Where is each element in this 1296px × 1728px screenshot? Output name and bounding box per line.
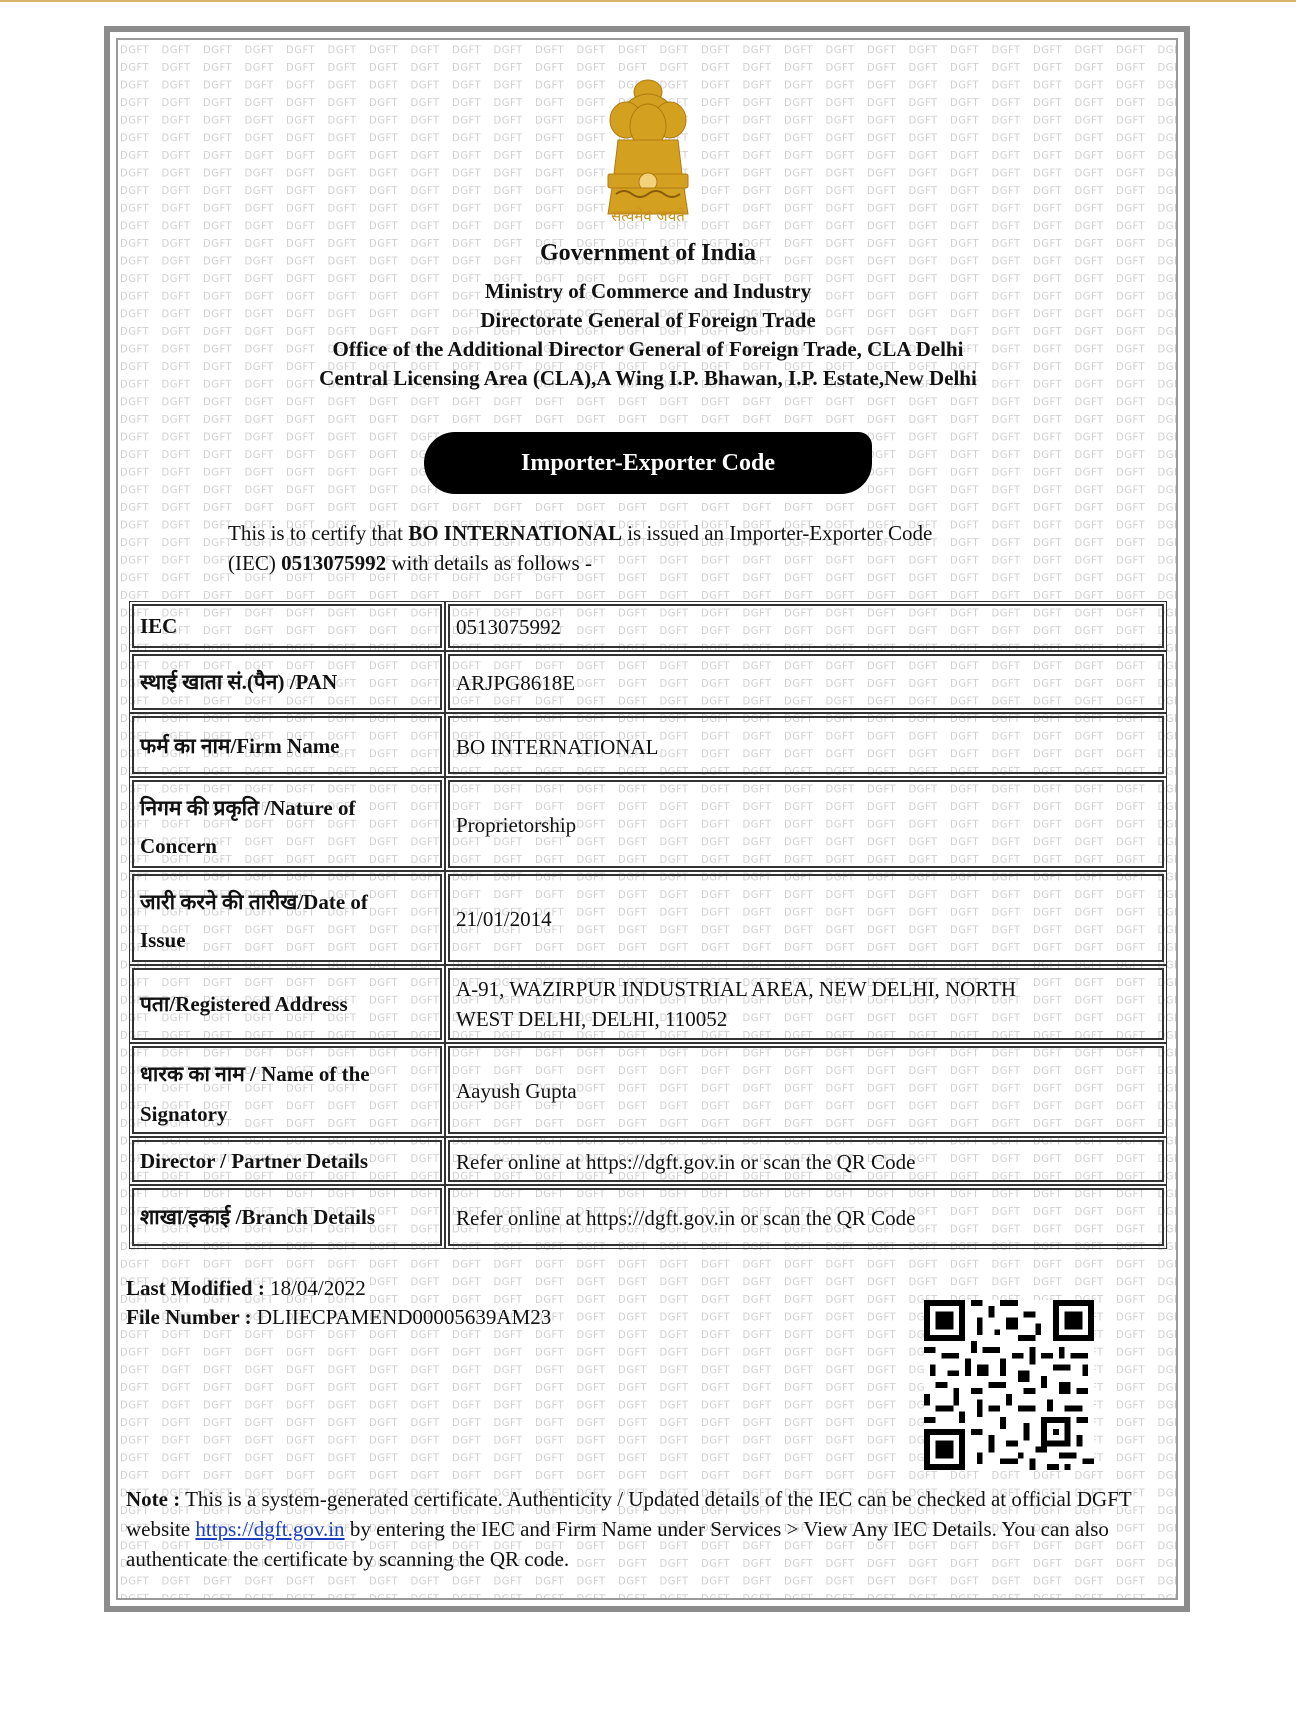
detail-value: Refer online at https://dgft.gov.in or scan the QR Code [456, 1206, 916, 1230]
detail-label: फर्म का नाम/Firm Name [140, 734, 340, 758]
detail-label-cont: Issue [140, 928, 186, 952]
detail-label: IEC [140, 614, 178, 638]
detail-label: शाखा/इकाई /Branch Details [140, 1205, 376, 1229]
detail-label: धारक का नाम / Name of the [140, 1062, 370, 1086]
header-office: Office of the Additional Director General of Foreign Trade, CLA Delhi [332, 337, 964, 361]
qr-code-icon[interactable] [924, 1300, 1094, 1470]
header-government: Government of India [540, 240, 756, 266]
detail-row-date-of-issue [128, 874, 1168, 962]
header-directorate: Directorate General of Foreign Trade [480, 308, 816, 332]
detail-label-cont: Concern [140, 834, 217, 858]
file-number: File Number : DLIIECPAMEND00005639AM23 [126, 1305, 552, 1329]
document-title: Importer-Exporter Code [521, 449, 775, 476]
certification-statement: This is to certify that BO INTERNATIONAL is issued an Importer-Exporter Code (IEC) 0513075992 with details as follows - [228, 521, 933, 575]
dgft-website-link[interactable]: https://dgft.gov.in [195, 1517, 345, 1541]
detail-row-pan [128, 654, 1168, 710]
certificate-note: Note : This is a system-generated certificate. Authenticity / Updated details of the IEC can be checked at official DGFT website https://dgft.gov.in by entering the IEC and Firm Name under Services > View Any IEC Details. You can also authenticate the certificate by scanning the QR code. [126, 1487, 1132, 1571]
detail-value: ARJPG8618E [456, 671, 576, 695]
last-modified: Last Modified : 18/04/2022 [126, 1276, 366, 1300]
detail-value: A-91, WAZIRPUR INDUSTRIAL AREA, NEW DELHI, NORTH [456, 977, 1017, 1001]
detail-value: Aayush Gupta [456, 1079, 577, 1103]
detail-value: 0513075992 [456, 615, 561, 639]
detail-value-cont: WEST DELHI, DELHI, 110052 [456, 1007, 728, 1031]
detail-row-signatory [128, 1046, 1168, 1134]
certified-iec-number: 0513075992 [281, 551, 387, 575]
detail-row-registered-address [128, 968, 1168, 1040]
detail-row-director-partner [128, 1140, 1168, 1182]
detail-row-nature-of-concern [128, 780, 1168, 868]
detail-row-iec [128, 604, 1168, 648]
detail-value: BO INTERNATIONAL [456, 735, 659, 759]
file-number-value: DLIIECPAMEND00005639AM23 [256, 1305, 552, 1329]
detail-label-cont: Signatory [140, 1102, 228, 1126]
detail-label: पता/Registered Address [140, 992, 348, 1016]
document-title-banner [424, 432, 872, 494]
detail-label: Director / Partner Details [140, 1149, 369, 1173]
detail-label: निगम की प्रकृति /Nature of [140, 796, 356, 820]
national-emblem-icon [596, 74, 700, 226]
certified-firm-name: BO INTERNATIONAL [408, 521, 622, 545]
header-address: Central Licensing Area (CLA),A Wing I.P. Bhawan, I.P. Estate,New Delhi [319, 366, 977, 390]
detail-label: स्थाई खाता सं.(पैन) /PAN [140, 670, 338, 694]
last-modified-date: 18/04/2022 [270, 1276, 366, 1300]
detail-value: Proprietorship [456, 813, 577, 837]
detail-value: Refer online at https://dgft.gov.in or scan the QR Code [456, 1150, 916, 1174]
detail-value: 21/01/2014 [456, 907, 552, 931]
detail-label: जारी करने की तारीख/Date of [140, 890, 368, 914]
header-ministry: Ministry of Commerce and Industry [484, 279, 812, 303]
emblem-motto: सत्यमेव जयते [611, 207, 685, 225]
detail-row-firm-name [128, 716, 1168, 774]
detail-row-branch [128, 1188, 1168, 1246]
